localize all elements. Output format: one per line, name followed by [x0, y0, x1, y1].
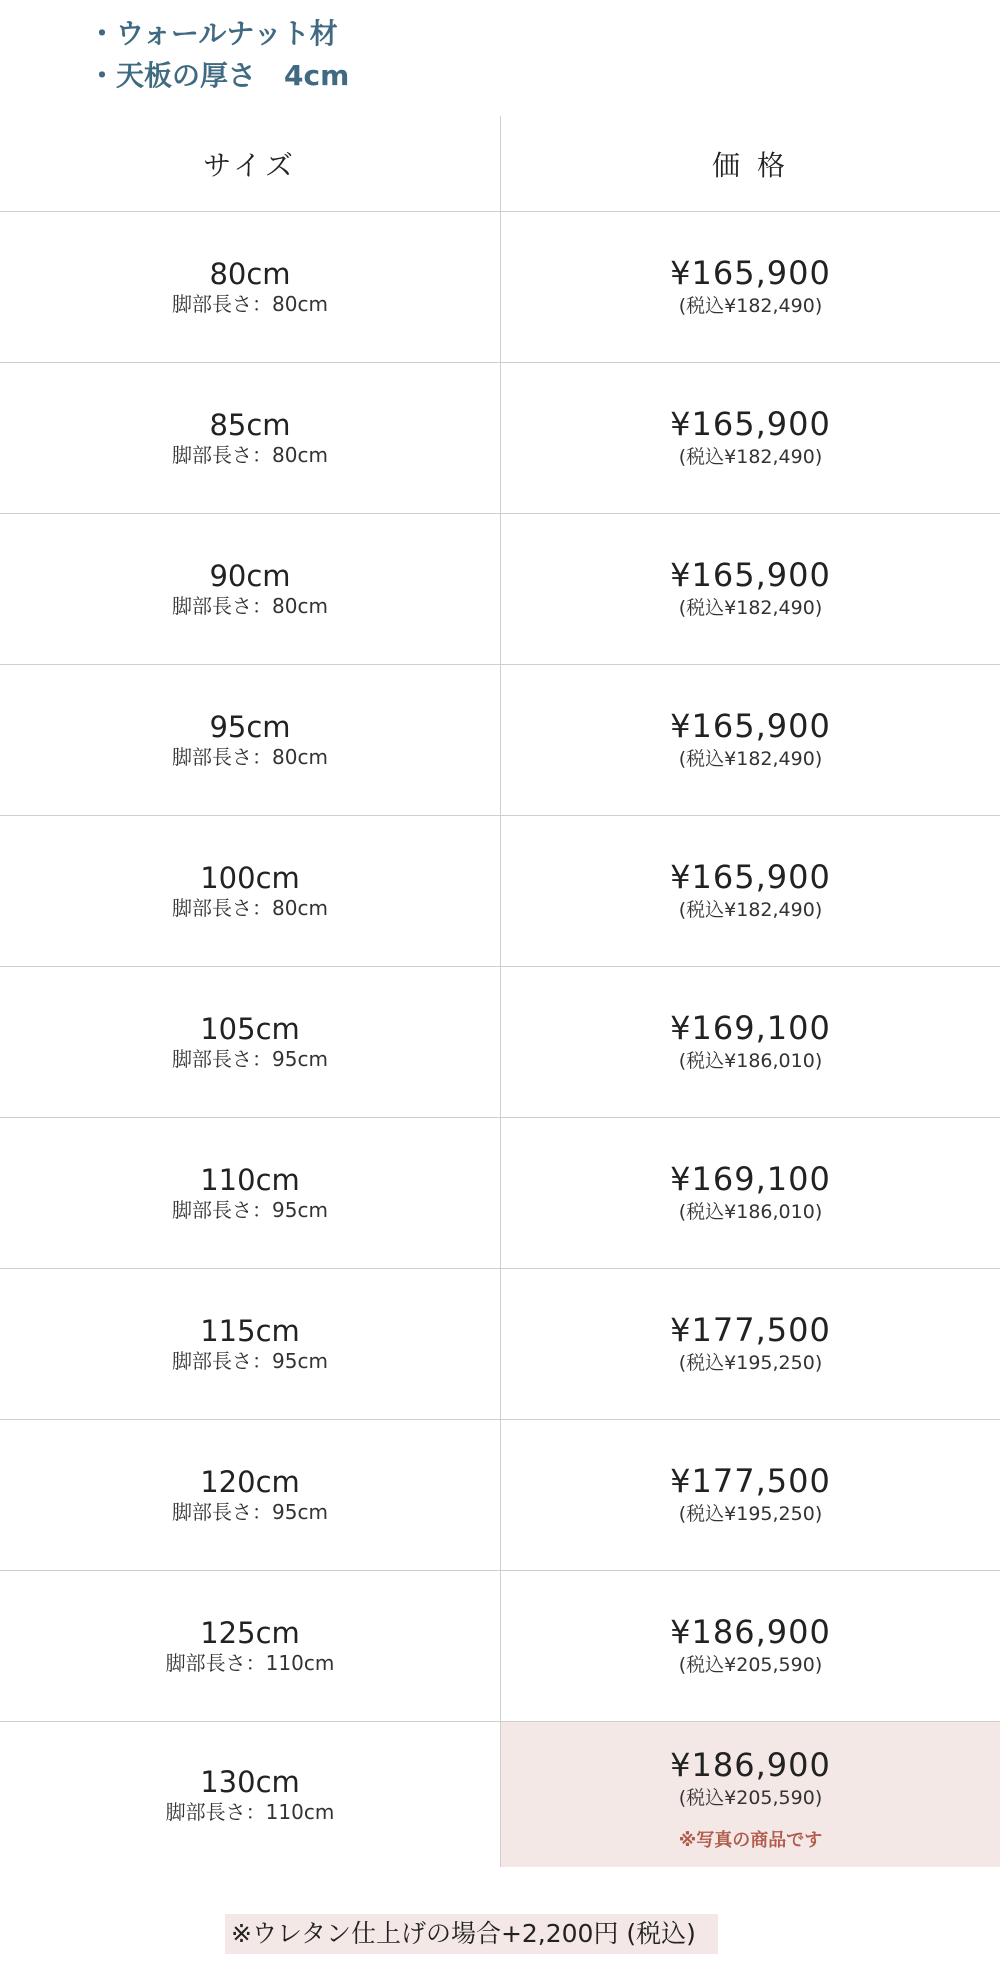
- price-value: ¥165,900: [670, 707, 831, 745]
- size-value: 85cm: [209, 408, 291, 442]
- price-value: ¥165,900: [670, 556, 831, 594]
- leg-length: 脚部長さ：95cm: [172, 1198, 328, 1222]
- size-value: 90cm: [209, 559, 291, 593]
- size-value: 105cm: [200, 1012, 300, 1046]
- size-value: 80cm: [209, 257, 291, 291]
- price-value: ¥165,900: [670, 405, 831, 443]
- size-cell: [0, 1118, 500, 1268]
- spec-thickness: ・天板の厚さ 4cm: [88, 59, 350, 92]
- price-cell-highlighted: [501, 1722, 1000, 1867]
- price-tax-included: (税込¥182,490): [678, 446, 823, 468]
- size-value: 110cm: [200, 1163, 300, 1197]
- price-value: ¥169,100: [670, 1009, 831, 1047]
- size-cell: [0, 363, 500, 513]
- leg-length: 脚部長さ：80cm: [172, 443, 328, 467]
- price-tax-included: (税込¥182,490): [678, 597, 823, 619]
- price-cell: [501, 816, 1000, 966]
- leg-length: 脚部長さ：95cm: [172, 1047, 328, 1071]
- price-value: ¥186,900: [670, 1745, 831, 1784]
- price-cell: [501, 212, 1000, 362]
- size-value: 100cm: [200, 861, 300, 895]
- size-cell: [0, 665, 500, 815]
- size-value: 115cm: [200, 1314, 300, 1348]
- price-cell: [501, 967, 1000, 1117]
- price-tax-included: (税込¥182,490): [678, 295, 823, 317]
- urethane-finish-note: ※ウレタン仕上げの場合+2,200円 (税込): [225, 1914, 718, 1954]
- size-value: 95cm: [209, 710, 291, 744]
- price-tax-included: (税込¥205,590): [678, 1654, 823, 1676]
- price-cell: [501, 1269, 1000, 1419]
- leg-length: 脚部長さ：80cm: [172, 745, 328, 769]
- leg-length: 脚部長さ：80cm: [172, 594, 328, 618]
- size-cell: [0, 1722, 500, 1867]
- price-cell: [501, 1420, 1000, 1570]
- header-size: サイズ: [203, 149, 297, 182]
- price-cell: [501, 1118, 1000, 1268]
- photo-product-note: ※写真の商品です: [678, 1829, 823, 1851]
- leg-length: 脚部長さ：95cm: [172, 1500, 328, 1524]
- price-tax-included: (税込¥182,490): [678, 899, 823, 921]
- leg-length: 脚部長さ：110cm: [165, 1799, 335, 1824]
- leg-length: 脚部長さ：95cm: [172, 1349, 328, 1373]
- size-value: 125cm: [200, 1616, 300, 1650]
- price-tax-included: (税込¥186,010): [678, 1050, 823, 1072]
- price-cell: [501, 363, 1000, 513]
- spec-material: ・ウォールナット材: [88, 17, 338, 50]
- size-cell: [0, 967, 500, 1117]
- price-tax-included: (税込¥205,590): [678, 1786, 823, 1809]
- price-value: ¥165,900: [670, 858, 831, 896]
- header-price: 価 格: [712, 149, 789, 182]
- price-tax-included: (税込¥195,250): [678, 1352, 823, 1374]
- price-value: ¥186,900: [670, 1613, 831, 1651]
- column-divider: [500, 116, 501, 1867]
- size-value: 130cm: [200, 1764, 300, 1799]
- size-cell: [0, 514, 500, 664]
- price-value: ¥169,100: [670, 1160, 831, 1198]
- size-value: 120cm: [200, 1465, 300, 1499]
- price-tax-included: (税込¥182,490): [678, 748, 823, 770]
- leg-length: 脚部長さ：80cm: [172, 292, 328, 316]
- size-cell: [0, 1420, 500, 1570]
- price-tax-included: (税込¥186,010): [678, 1201, 823, 1223]
- size-cell: [0, 212, 500, 362]
- price-cell: [501, 1571, 1000, 1721]
- price-cell: [501, 665, 1000, 815]
- price-tax-included: (税込¥195,250): [678, 1503, 823, 1525]
- size-cell: [0, 816, 500, 966]
- price-value: ¥165,900: [670, 254, 831, 292]
- price-value: ¥177,500: [670, 1311, 831, 1349]
- leg-length: 脚部長さ：110cm: [165, 1651, 335, 1675]
- size-cell: [0, 1269, 500, 1419]
- size-cell: [0, 1571, 500, 1721]
- price-cell: [501, 514, 1000, 664]
- price-value: ¥177,500: [670, 1462, 831, 1500]
- leg-length: 脚部長さ：80cm: [172, 896, 328, 920]
